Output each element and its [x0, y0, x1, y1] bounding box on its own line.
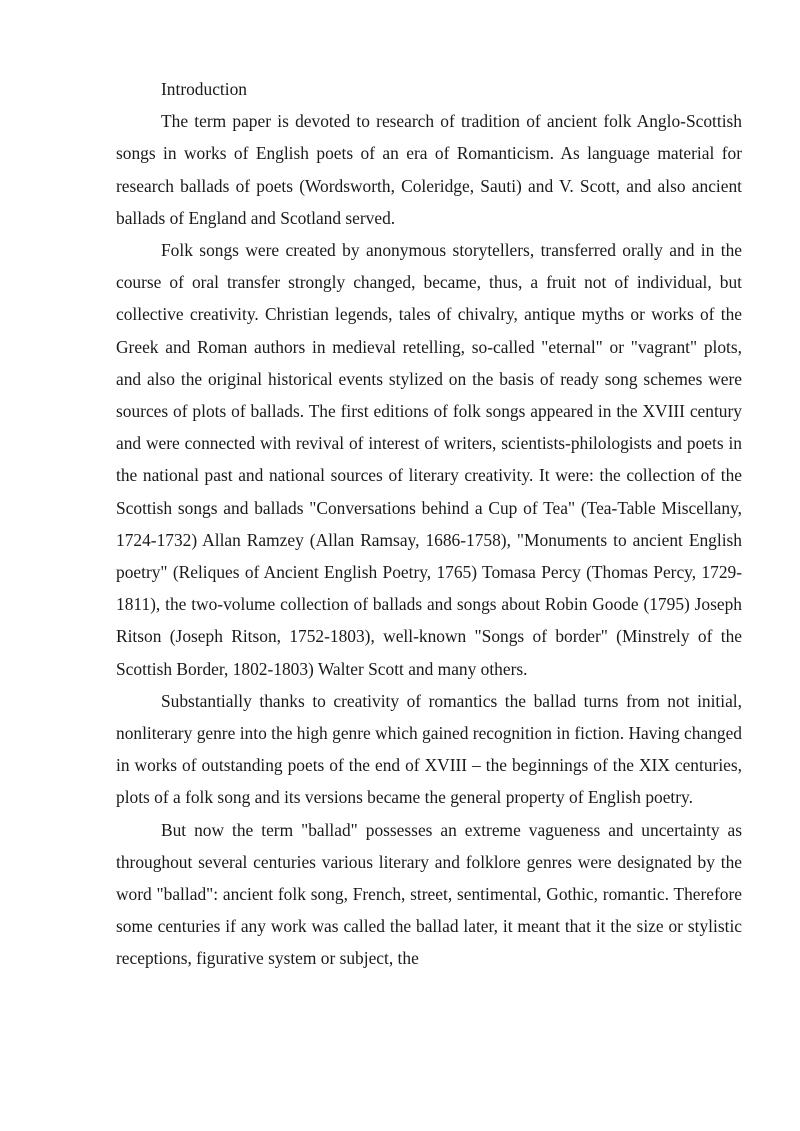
document-body: [116, 73, 742, 975]
paragraph-3: Substantially thanks to creativity of romantics the ballad turns from not initial, nonliterary genre into the high genre which gained recognition in fiction. Having changed in works of outstanding poets of the end of XVIII – the beginnings of the XIX centuries, plots of a folk song and its versions became the general property of English poetry.: [116, 690, 742, 808]
section-heading: Introduction: [161, 79, 247, 99]
paragraph-4: But now the term "ballad" possesses an extreme vagueness and uncertainty as throughout several centuries various literary and folklore genres were designated by the word "ballad": ancient folk song, French, street, sentimental, Gothic, romantic. Therefore some centuries if any work was called the ballad later, it meant that it the size or stylistic receptions, figurative system or subject, the: [116, 819, 742, 969]
paragraph-1: The term paper is devoted to research of tradition of ancient folk Anglo-Scottish songs in works of English poets of an era of Romanticism. As language material for research ballads of poets (Wordsworth, Coleridge, Sauti) and V. Scott, and also ancient ballads of England and Scotland served.: [116, 111, 742, 228]
paragraph-2: Folk songs were created by anonymous storytellers, transferred orally and in the course of oral transfer strongly changed, became, thus, a fruit not of individual, but collective creativity. Christian legends, tales of chivalry, antique myths or works of the Greek and Roman authors in medieval retelling, so-called "eternal" or "vagrant" plots, and also the original historical events stylized on the basis of ready song schemes were sources of plots of ballads. The first editions of folk songs appeared in the XVIII century and were connected with revival of interest of writers, scientists-philologists and poets in the national past and national sources of literary creativity. It were: the collection of the Scottish songs and ballads "Conversations behind a Cup of Tea" (Tea-Table Miscellany, 1724-1732) Allan Ramzey (Allan Ramsay, 1686-1758), "Monuments to ancient English poetry" (Reliques of Ancient English Poetry, 1765) Tomasa Percy (Thomas Percy, 1729-1811), the two-volume collection of ballads and songs about Robin Goode (1795) Joseph Ritson (Joseph Ritson, 1752-1803), well-known "Songs of border" (Minstrely of the Scottish Border, 1802-1803) Walter Scott and many others.: [116, 240, 742, 679]
